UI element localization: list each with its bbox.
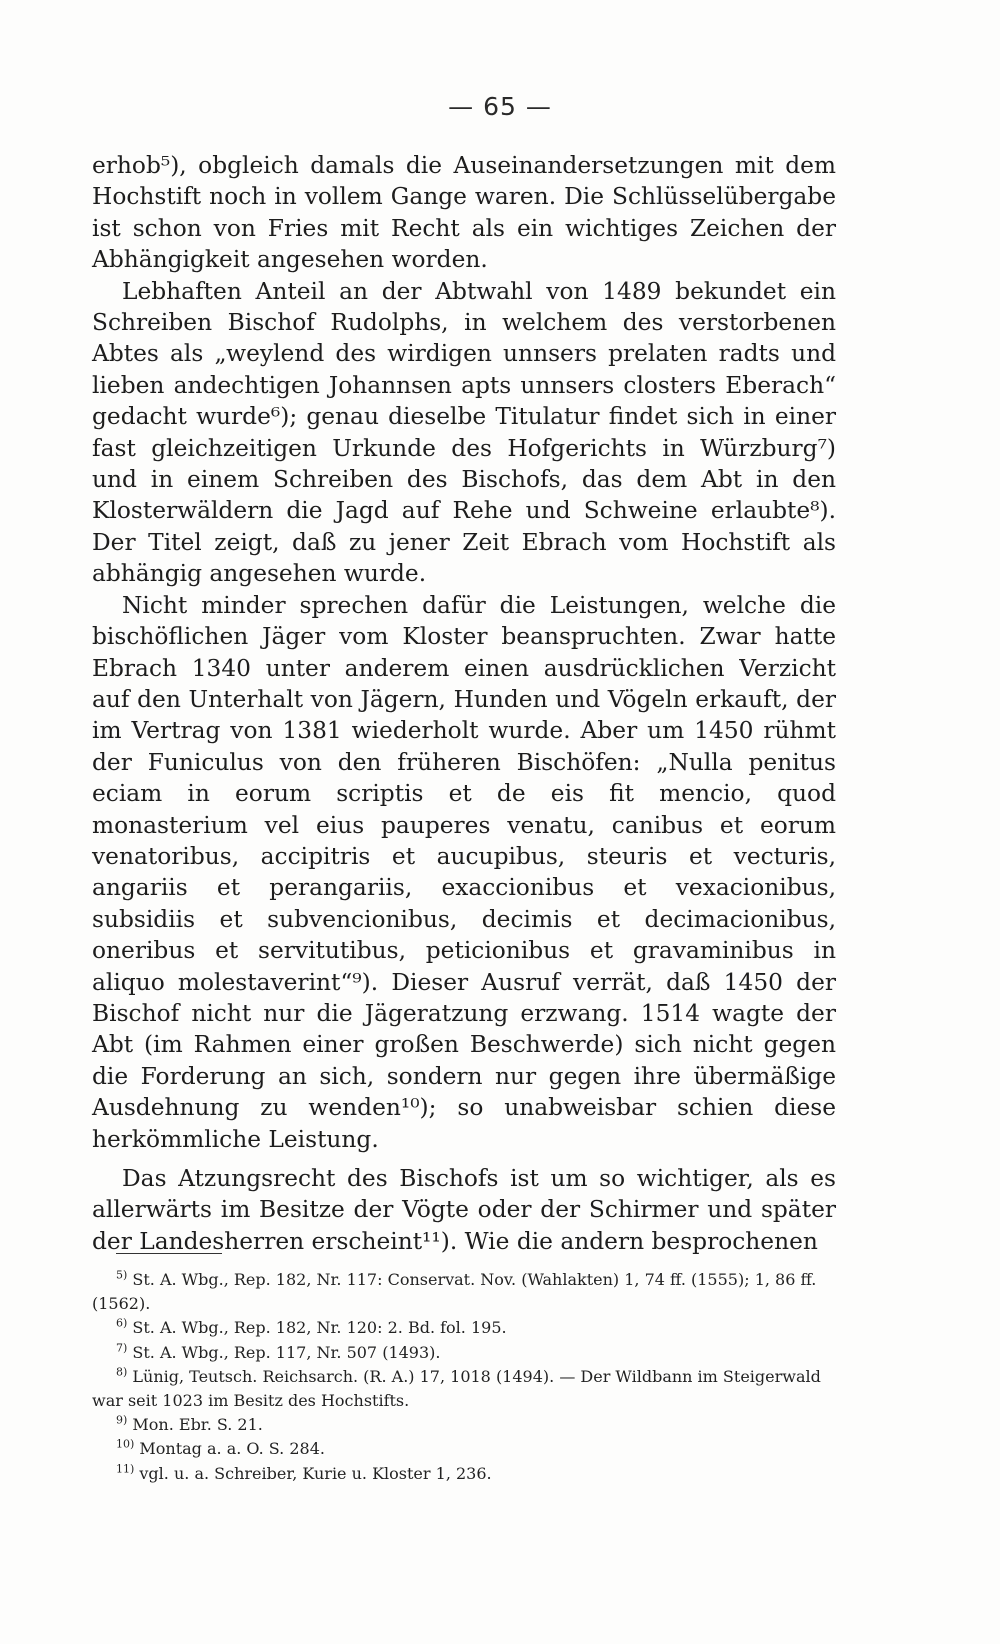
footnote-divider (116, 1253, 222, 1254)
footnote-6 (92, 1316, 836, 1340)
footnote-mark: 7) (116, 1341, 128, 1355)
footnote-text: St. A. Wbg., Rep. 117, Nr. 507 (1493). (132, 1342, 441, 1362)
footnote-mark: 8) (116, 1365, 128, 1379)
footnote-11 (92, 1462, 836, 1486)
footnote-9 (92, 1413, 836, 1437)
footnote-5 (92, 1268, 836, 1316)
footnote-7 (92, 1341, 836, 1365)
footnote-10 (92, 1437, 836, 1461)
footnote-mark: 11) (116, 1462, 135, 1476)
footnote-mark: 5) (116, 1268, 128, 1282)
footnotes (92, 1268, 836, 1486)
footnote-mark: 9) (116, 1413, 128, 1427)
page-number: — 65 — (448, 92, 552, 121)
paragraph-3: Nicht minder sprechen dafür die Leistungen, welche die bischöflichen Jäger vom Kloster beanspruchten. Zwar hatte Ebrach 1340 unter anderem einen ausdrücklichen Verzicht auf den Unterhalt von Jägern, Hunden und Vögeln erkauft, der im Vertrag von 1381 wiederholt wurde. Aber um 1450 rühmt der Funiculus von den früheren Bischöfen: „Nulla penitus eciam in eorum scriptis et de eis fit mencio, quod monasterium vel eius pauperes venatu, canibus et eorum venatoribus, accipitris et aucupibus, steuris et vecturis, angariis et perangariis, exaccionibus et vexacionibus, subsidiis et subvencionibus, decimis et decimacionibus, oneribus et servitutibus, peticionibus et gravaminibus in aliquo molestaverint“⁹). Dieser Ausruf verrät, daß 1450 der Bischof nicht nur die Jägeratzung erzwang. 1514 wagte der Abt (im Rahmen einer großen Beschwerde) sich nicht gegen die Forderung an sich, sondern nur gegen ihre übermäßige Ausdehnung zu wenden¹⁰); so unabweisbar schien diese herkömmliche Leistung. (92, 591, 836, 1153)
footnote-8 (92, 1365, 836, 1413)
footnote-text: Montag a. a. O. S. 284. (139, 1439, 325, 1459)
footnote-text: vgl. u. a. Schreiber, Kurie u. Kloster 1, 236. (139, 1463, 492, 1483)
footnote-text: St. A. Wbg., Rep. 182, Nr. 117: Conservat. Nov. (Wahlakten) 1, 74 ff. (1555); 1, 86 ff. (1562). (92, 1270, 817, 1314)
footnote-mark: 6) (116, 1317, 128, 1331)
body-text (92, 150, 836, 1257)
footnote-mark: 10) (116, 1438, 135, 1452)
paragraph-4: Das Atzungsrecht des Bischofs ist um so wichtiger, als es allerwärts im Besitze der Vögte oder der Schirmer und später der Landesherren erscheint¹¹). Wie die andern besprochenen (92, 1165, 836, 1255)
paragraph-1: erhob⁵), obgleich damals die Auseinandersetzungen mit dem Hochstift noch in vollem Gange waren. Die Schlüsselübergabe ist schon von Fries mit Recht als ein wichtiges Zeichen der Abhängigkeit angesehen worden. (92, 152, 836, 274)
paragraph-2: Lebhaften Anteil an der Abtwahl von 1489 bekundet ein Schreiben Bischof Rudolphs, in welchem des verstorbenen Abtes als „weylend des wirdigen unnsers prelaten radts und lieben andechtigen Johannsen apts unnsers closters Eberach“ gedacht wurde⁶); genau dieselbe Titulatur findet sich in einer fast gleichzeitigen Urkunde des Hofgerichts in Würzburg⁷) und in einem Schreiben des Bischofs, das dem Abt in den Klosterwäldern die Jagd auf Rehe und Schweine erlaubte⁸). Der Titel zeigt, daß zu jener Zeit Ebrach vom Hochstift als abhängig angesehen wurde. (92, 277, 836, 588)
footnote-text: Lünig, Teutsch. Reichsarch. (R. A.) 17, 1018 (1494). — Der Wildbann im Steigerwald war seit 1023 im Besitz des Hochstifts. (92, 1366, 821, 1411)
footnote-text: St. A. Wbg., Rep. 182, Nr. 120: 2. Bd. fol. 195. (132, 1318, 507, 1338)
footnote-text: Mon. Ebr. S. 21. (132, 1415, 263, 1435)
